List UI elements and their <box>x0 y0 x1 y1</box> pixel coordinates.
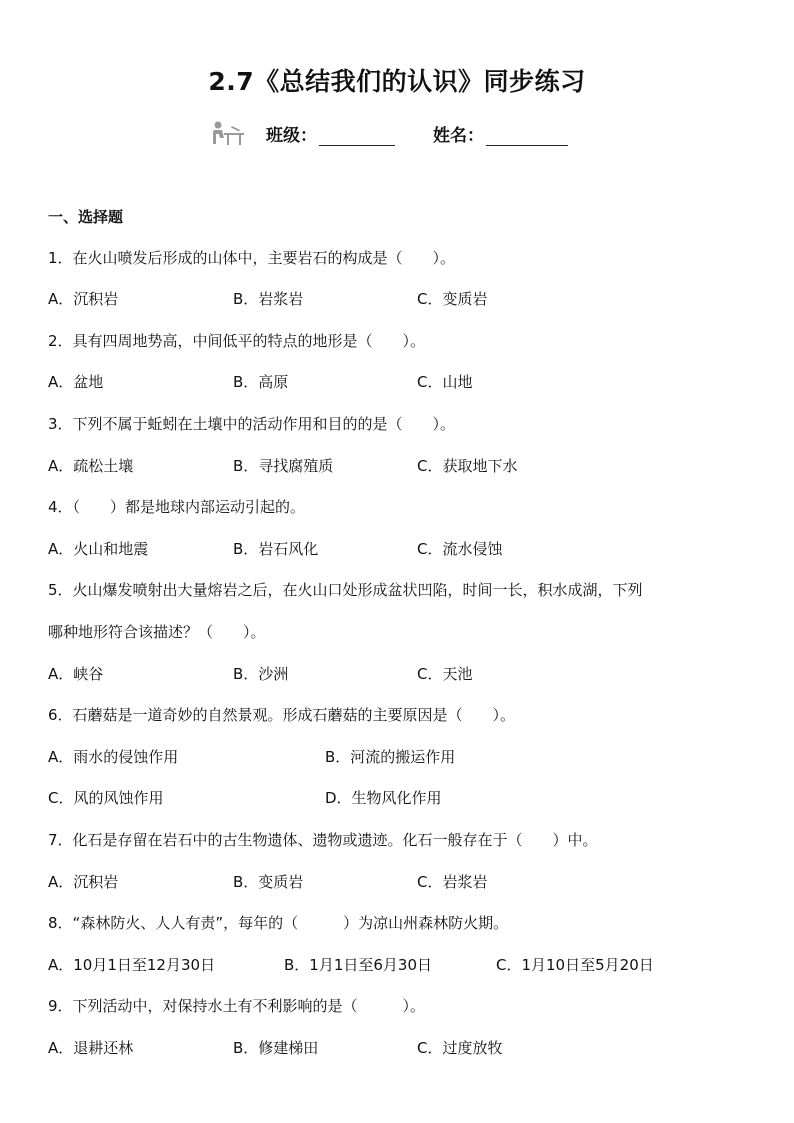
question-5-option-b[interactable]: B．沙洲 <box>233 665 289 683</box>
student-info-row <box>210 118 568 148</box>
question-1-option-a[interactable]: A．沉积岩 <box>48 290 119 308</box>
question-7-text: 7．化石是存留在岩石中的古生物遗体、遗物或遗迹。化石一般存在于（ ）中。 <box>48 831 598 849</box>
question-5-option-c[interactable]: C．天池 <box>417 665 473 683</box>
question-6-option-b[interactable]: B．河流的搬运作用 <box>325 748 456 766</box>
question-2-option-b[interactable]: B．高原 <box>233 373 289 391</box>
question-3-option-c[interactable]: C．获取地下水 <box>417 457 518 475</box>
question-9-text: 9．下列活动中，对保持水土有不利影响的是（ ）。 <box>48 997 426 1015</box>
question-1-text: 1．在火山喷发后形成的山体中，主要岩石的构成是（ ）。 <box>48 249 456 267</box>
question-4-text: 4．（ ）都是地球内部运动引起的。 <box>48 498 306 516</box>
question-3-option-b[interactable]: B．寻找腐殖质 <box>233 457 334 475</box>
question-8-option-c[interactable]: C．1月10日至5月20日 <box>496 956 654 974</box>
question-7-option-b[interactable]: B．变质岩 <box>233 873 304 891</box>
class-blank[interactable] <box>319 127 395 146</box>
question-8-option-b[interactable]: B．1月1日至6月30日 <box>284 956 433 974</box>
question-2-text: 2．具有四周地势高，中间低平的特点的地形是（ ）。 <box>48 332 426 350</box>
section-heading: 一、选择题 <box>48 208 124 226</box>
student-at-desk-icon <box>210 120 246 146</box>
question-8-option-a[interactable]: A．10月1日至12月30日 <box>48 956 216 974</box>
question-4-option-a[interactable]: A．火山和地震 <box>48 540 149 558</box>
question-2-option-c[interactable]: C．山地 <box>417 373 473 391</box>
question-6-text: 6．石蘑菇是一道奇妙的自然景观。形成石蘑菇的主要原因是（ ）。 <box>48 706 516 724</box>
name-field <box>433 121 568 146</box>
class-field <box>266 121 395 146</box>
question-5-text-line-2: 哪种地形符合该描述？（ ）。 <box>48 623 266 641</box>
question-2-option-a[interactable]: A．盆地 <box>48 373 104 391</box>
question-1-option-c[interactable]: C．变质岩 <box>417 290 488 308</box>
question-7-option-c[interactable]: C．岩浆岩 <box>417 873 488 891</box>
question-9-option-b[interactable]: B．修建梯田 <box>233 1039 319 1057</box>
question-1-option-b[interactable]: B．岩浆岩 <box>233 290 304 308</box>
question-6-option-d[interactable]: D．生物风化作用 <box>325 789 442 807</box>
question-4-option-c[interactable]: C．流水侵蚀 <box>417 540 503 558</box>
question-5-text-line-1: 5．火山爆发喷射出大量熔岩之后，在火山口处形成盆状凹陷，时间一长，积水成湖，下列 <box>48 581 643 599</box>
question-3-text: 3．下列不属于蚯蚓在土壤中的活动作用和目的的是（ ）。 <box>48 415 456 433</box>
question-6-option-a[interactable]: A．雨水的侵蚀作用 <box>48 748 179 766</box>
question-6-option-c[interactable]: C．风的风蚀作用 <box>48 789 164 807</box>
question-5-option-a[interactable]: A．峡谷 <box>48 665 104 683</box>
question-8-text: 8．“森林防火、人人有责”，每年的（ ）为凉山州森林防火期。 <box>48 914 509 932</box>
name-label: 姓名： <box>433 125 484 146</box>
question-4-option-b[interactable]: B．岩石风化 <box>233 540 319 558</box>
class-label: 班级： <box>266 125 317 146</box>
question-9-option-a[interactable]: A．退耕还林 <box>48 1039 134 1057</box>
question-7-option-a[interactable]: A．沉积岩 <box>48 873 119 891</box>
question-3-option-a[interactable]: A．疏松土壤 <box>48 457 134 475</box>
question-9-option-c[interactable]: C．过度放牧 <box>417 1039 503 1057</box>
page-title: 2.7《总结我们的认识》同步练习 <box>208 67 586 96</box>
name-blank[interactable] <box>486 127 568 146</box>
